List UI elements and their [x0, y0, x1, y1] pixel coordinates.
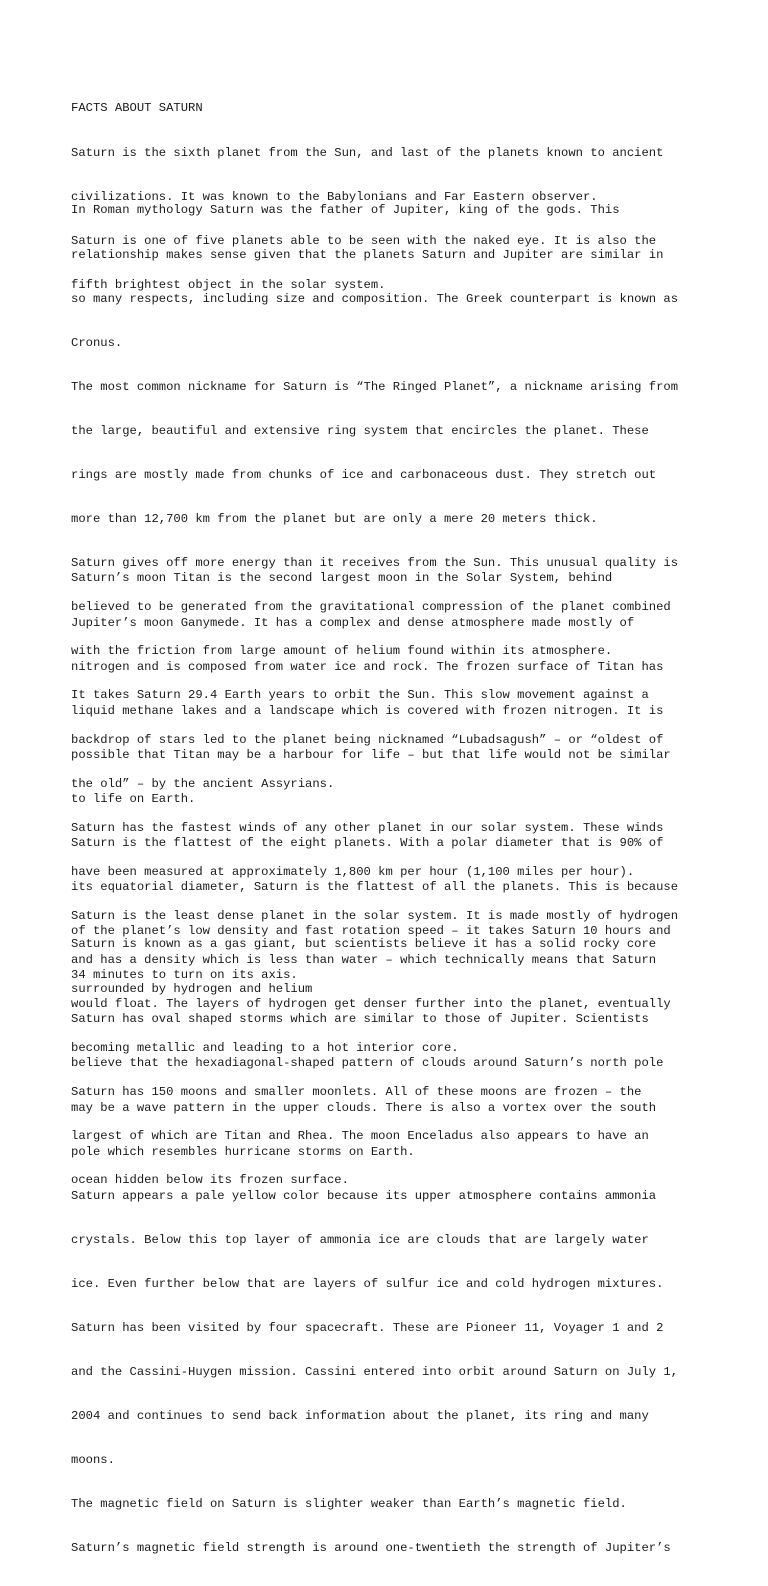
text-line: largest of which are Titan and Rhea. The moon Enceladus also appears to have an	[71, 1129, 649, 1144]
text-line: relationship makes sense given that the planets Saturn and Jupiter are similar in	[71, 247, 664, 262]
text-line: believe that the hexadiagonal-shaped pattern of clouds around Saturn’s north pole	[71, 1056, 664, 1071]
text-line: crystals. Below this top layer of ammonia ice are clouds that are largely water	[71, 1232, 649, 1247]
text-line: Cronus.	[71, 335, 123, 350]
text-line: so many respects, including size and composition. The Greek counterpart is known as	[71, 291, 679, 306]
text-line: rings are mostly made from chunks of ice and carbonaceous dust. They stretch out	[71, 467, 657, 482]
text-line: would float. The layers of hydrogen get denser further into the planet, eventually	[71, 997, 671, 1012]
text-line: Saturn appears a pale yellow color because its upper atmosphere contains ammonia	[71, 1188, 657, 1203]
text-line: 2004 and continues to send back information about the planet, its ring and many	[71, 1409, 649, 1424]
text-line: Saturn has oval shaped storms which are similar to those of Jupiter. Scientists	[71, 1012, 649, 1027]
text-line: It takes Saturn 29.4 Earth years to orbit the Sun. This slow movement against a	[71, 688, 649, 703]
text-line: Saturn is the least dense planet in the solar system. It is made mostly of hydrogen	[71, 908, 679, 923]
titan-section	[71, 542, 711, 1586]
text-line: Saturn’s moon Titan is the second largest moon in the Solar System, behind	[71, 571, 613, 586]
text-line: have been measured at approximately 1,800 km per hour (1,100 miles per hour).	[71, 864, 635, 879]
text-line: Saturn is one of five planets able to be seen with the naked eye. It is also the	[71, 233, 657, 248]
text-line: becoming metallic and leading to a hot interior core.	[71, 1041, 459, 1056]
text-line: The magnetic field on Saturn is slighter weaker than Earth’s magnetic field.	[71, 1497, 627, 1512]
text-line: 34 minutes to turn on its axis.	[71, 968, 298, 983]
text-line: and has a density which is less than water – which technically means that Saturn	[71, 953, 657, 967]
text-line: Saturn has the fastest winds of any other planet in our solar system. These winds	[71, 820, 664, 835]
text-line: civilizations. It was known to the Babylonians and Far Eastern observer.	[71, 189, 598, 204]
text-line: ice. Even further below that are layers of sulfur ice and cold hydrogen mixtures.	[71, 1276, 664, 1291]
text-line: its equatorial diameter, Saturn is the flattest of all the planets. This is because	[71, 880, 679, 895]
gas-giant-section	[71, 908, 711, 1026]
text-line: believed to be generated from the gravitational compression of the planet combined	[71, 600, 671, 615]
text-line: Saturn has been visited by four spacecraft. These are Pioneer 11, Voyager 1 and 2	[71, 1321, 664, 1335]
text-line: fifth brightest object in the solar system.	[71, 277, 386, 292]
text-line: with the friction from large amount of helium found within its atmosphere.	[71, 644, 613, 659]
text-line: Jupiter’s moon Ganymede. It has a complex and dense atmosphere made mostly of	[71, 615, 635, 630]
text-line: moons.	[71, 1453, 115, 1468]
document-title: FACTS ABOUT SATURN	[71, 101, 203, 116]
text-line: In Roman mythology Saturn was the father of Jupiter, king of the gods. This	[71, 203, 620, 218]
text-line: the large, beautiful and extensive ring system that encircles the planet. These	[71, 423, 649, 438]
text-line: Saturn has 150 moons and smaller moonlets. All of these moons are frozen – the	[71, 1085, 642, 1100]
text-line: may be a wave pattern in the upper clouds. There is also a vortex over the south	[71, 1100, 657, 1115]
text-line: Saturn is the sixth planet from the Sun, and last of the planets known to ancient	[71, 145, 664, 160]
text-line: pole which resembles hurricane storms on Earth.	[71, 1144, 415, 1159]
text-line: the old” – by the ancient Assyrians.	[71, 776, 335, 791]
text-line: liquid methane lakes and a landscape which is covered with frozen nitrogen. It is	[71, 703, 664, 718]
text-line: The most common nickname for Saturn is “The Ringed Planet”, a nickname arising from	[71, 379, 679, 394]
text-line: more than 12,700 km from the planet but are only a mere 20 meters thick.	[71, 512, 598, 527]
text-line: Saturn’s magnetic field strength is around one-twentieth the strength of Jupiter’s	[71, 1541, 671, 1556]
text-line: ocean hidden below its frozen surface.	[71, 1173, 349, 1188]
text-line: Saturn is the flattest of the eight planets. With a polar diameter that is 90% of	[71, 835, 664, 850]
text-line: Saturn is known as a gas giant, but scientists believe it has a solid rocky core	[71, 937, 657, 952]
text-line: of the planet’s low density and fast rotation speed – it takes Saturn 10 hours and	[71, 924, 671, 939]
text-line: and the Cassini-Huygen mission. Cassini entered into orbit around Saturn on July 1,	[71, 1365, 679, 1380]
text-line: nitrogen and is composed from water ice and rock. The frozen surface of Titan has	[71, 659, 664, 674]
text-line: backdrop of stars led to the planet being nicknamed “Lubadsagush” – or “oldest of	[71, 732, 664, 747]
text-line: surrounded by hydrogen and helium	[71, 981, 313, 996]
text-line: Saturn gives off more energy than it receives from the Sun. This unusual quality is	[71, 556, 679, 571]
text-line: possible that Titan may be a harbour for life – but that life would not be similar	[71, 747, 671, 762]
text-line: to life on Earth.	[71, 791, 196, 806]
